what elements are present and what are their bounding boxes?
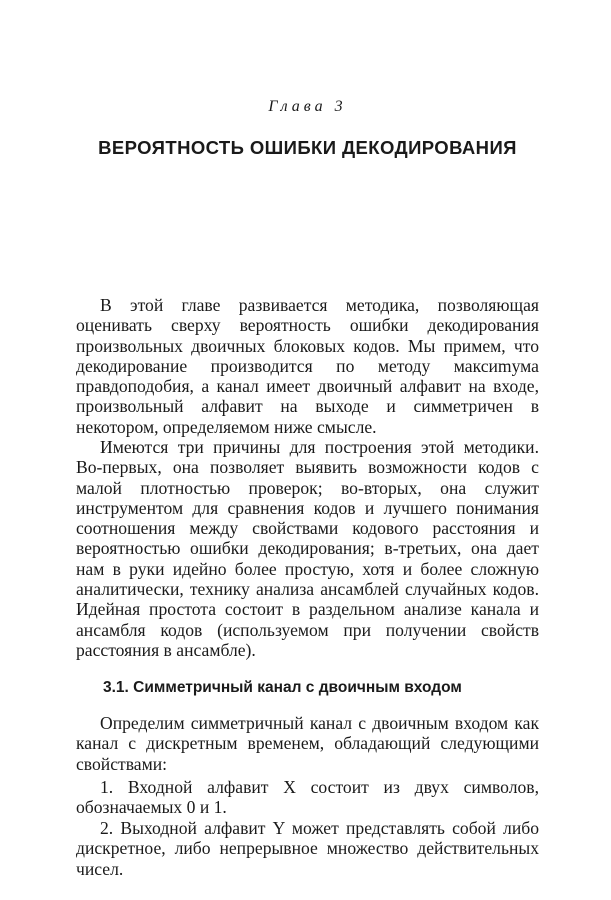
property-1-paragraph: 1. Входной алфавит X состоит из двух символов, обозначаемых 0 и 1. (76, 777, 539, 818)
chapter-title: ВЕРОЯТНОСТЬ ОШИБКИ ДЕКОДИРОВАНИЯ (98, 137, 517, 158)
book-page (76, 0, 539, 900)
chapter-label: Глава 3 (268, 98, 347, 115)
section-heading: 3.1. Симметричный канал с двоичным входом (103, 679, 462, 696)
reasons-paragraph: Имеются три причины для построения этой методики. Во-первых, она позволяет выявить возможности кодов с малой плотностью проверок; во-вторых, она служит инструментом для сравнения кодов и лучшего понимания соотношения между свойствами кодового расстояния и вероятностью ошибки декодирования; в-третьих, она дает нам в руки идейно более простую, хотя и более сложную аналитически, технику анализа ансамблей случайных кодов. Идейная простота состоит в раздельном анализе канала и ансамбля кодов (используемом при получении свойств расстояния в ансамбле). (76, 437, 539, 660)
property-2-paragraph: 2. Выходной алфавит Y может представлять собой либо дискретное, либо непрерывное множество действительных чисел. (76, 818, 539, 879)
intro-paragraph: В этой главе развивается методика, позволяющая оценивать сверху вероятность ошибки декодирования произвольных двоичных блоковых кодов. Мы примем, что декодирование производится по методу максиmума правдоподобия, а канал имеет двоичный алфавит на входе, произвольный алфавит на выходе и симметричен в некотором, определяемом ниже смысле. (76, 295, 539, 437)
definition-paragraph: Определим симметричный канал с двоичным входом как канал с дискретным временем, обладающий следующими свойствами: (76, 713, 539, 774)
